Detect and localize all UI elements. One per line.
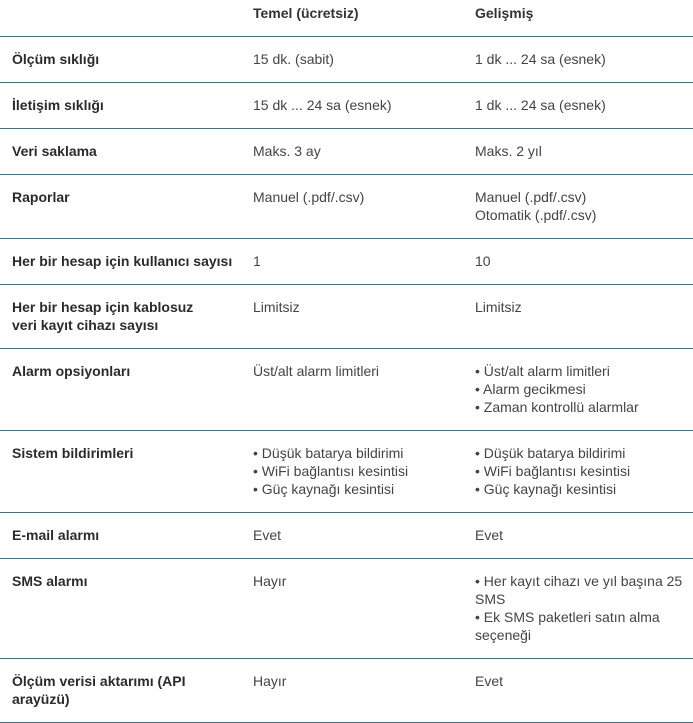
basic-value: Evet xyxy=(241,513,463,559)
basic-value: 15 dk. (sabit) xyxy=(241,37,463,83)
advanced-value: Manuel (.pdf/.csv) Otomatik (.pdf/.csv) xyxy=(463,175,693,239)
table-row xyxy=(0,349,693,431)
advanced-value: Evet xyxy=(463,513,693,559)
row-label: Sistem bildirimleri xyxy=(0,431,241,513)
advanced-value: Maks. 2 yıl xyxy=(463,129,693,175)
table-row xyxy=(0,37,693,83)
row-label: İletişim sıklığı xyxy=(0,83,241,129)
basic-value: Limitsiz xyxy=(241,285,463,349)
advanced-value: • Üst/alt alarm limitleri • Alarm gecikmesi • Zaman kontrollü alarmlar xyxy=(463,349,693,431)
row-label: Alarm opsiyonları xyxy=(0,349,241,431)
header-row xyxy=(0,0,693,37)
basic-value: Manuel (.pdf/.csv) xyxy=(241,175,463,239)
header-basic-plan: Temel (ücretsiz) xyxy=(241,0,463,37)
row-label: Veri saklama xyxy=(0,129,241,175)
row-label: Raporlar xyxy=(0,175,241,239)
advanced-value: Limitsiz xyxy=(463,285,693,349)
basic-value: Hayır xyxy=(241,659,463,723)
header-feature xyxy=(0,0,241,37)
advanced-value: 1 dk ... 24 sa (esnek) xyxy=(463,83,693,129)
row-label: Her bir hesap için kullanıcı sayısı xyxy=(0,239,241,285)
advanced-value: Evet xyxy=(463,659,693,723)
basic-value: 15 dk ... 24 sa (esnek) xyxy=(241,83,463,129)
table-row xyxy=(0,129,693,175)
table-row xyxy=(0,659,693,723)
advanced-value: 10 xyxy=(463,239,693,285)
basic-value: Üst/alt alarm limitleri xyxy=(241,349,463,431)
row-label: Ölçüm verisi aktarımı (API arayüzü) xyxy=(0,659,241,723)
advanced-value: 1 dk ... 24 sa (esnek) xyxy=(463,37,693,83)
basic-value: Maks. 3 ay xyxy=(241,129,463,175)
row-label: E-mail alarmı xyxy=(0,513,241,559)
table-row xyxy=(0,513,693,559)
basic-value: • Düşük batarya bildirimi • WiFi bağlantısı kesintisi • Güç kaynağı kesintisi xyxy=(241,431,463,513)
table-row xyxy=(0,239,693,285)
table-row xyxy=(0,559,693,659)
row-label: Her bir hesap için kablosuz veri kayıt cihazı sayısı xyxy=(0,285,241,349)
table-row xyxy=(0,431,693,513)
table-row xyxy=(0,285,693,349)
basic-value: Hayır xyxy=(241,559,463,659)
row-label: Ölçüm sıklığı xyxy=(0,37,241,83)
row-label: SMS alarmı xyxy=(0,559,241,659)
table-row xyxy=(0,83,693,129)
basic-value: 1 xyxy=(241,239,463,285)
advanced-value: • Her kayıt cihazı ve yıl başına 25 SMS • Ek SMS paketleri satın alma seçeneği xyxy=(463,559,693,659)
header-advanced-plan: Gelişmiş xyxy=(463,0,693,37)
table-row xyxy=(0,175,693,239)
advanced-value: • Düşük batarya bildirimi • WiFi bağlantısı kesintisi • Güç kaynağı kesintisi xyxy=(463,431,693,513)
